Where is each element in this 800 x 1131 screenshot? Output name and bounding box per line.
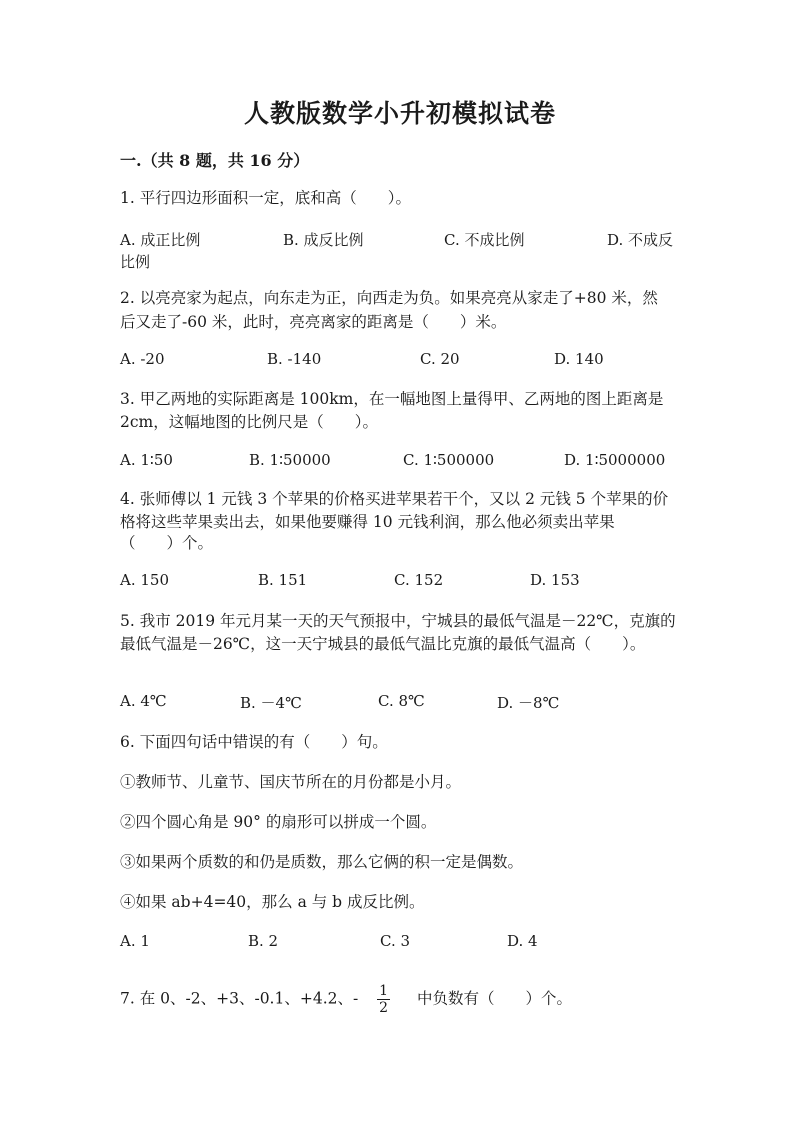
q1-option-d-wrap: 比例 bbox=[120, 253, 151, 271]
question-1-stem: 1. 平行四边形面积一定，底和高（ ）。 bbox=[120, 189, 411, 207]
q5-option-d: D. －8℃ bbox=[497, 694, 560, 712]
question-4-stem-line3: （ ）个。 bbox=[120, 534, 214, 552]
q6-option-c: C. 3 bbox=[380, 932, 411, 950]
q6-statement-2: ②四个圆心角是 90° 的扇形可以拼成一个圆。 bbox=[120, 813, 437, 831]
q7-stem-before: 7. 在 0、-2、+3、-0.1、+4.2、- bbox=[120, 989, 359, 1008]
q3-option-b: B. 1∶50000 bbox=[249, 451, 331, 469]
question-2-stem-line2: 后又走了-60 米，此时，亮亮离家的距离是（ ）米。 bbox=[120, 313, 507, 331]
question-6-stem: 6. 下面四句话中错误的有（ ）句。 bbox=[120, 733, 388, 751]
q1-option-a: A. 成正比例 bbox=[120, 231, 201, 249]
q6-statement-4: ④如果 ab+4=40，那么 a 与 b 成反比例。 bbox=[120, 893, 425, 911]
q4-option-b: B. 151 bbox=[258, 571, 308, 589]
q7-fraction-numerator: 1 bbox=[379, 983, 389, 999]
q6-option-b: B. 2 bbox=[248, 932, 279, 950]
q4-option-c: C. 152 bbox=[394, 571, 444, 589]
q6-statement-1: ①教师节、儿童节、国庆节所在的月份都是小月。 bbox=[120, 773, 462, 791]
section-heading: 一.（共 8 题，共 16 分） bbox=[120, 151, 310, 170]
q7-fraction bbox=[377, 983, 390, 1016]
question-4-stem-line1: 4. 张师傅以 1 元钱 3 个苹果的价格买进苹果若干个，又以 2 元钱 5 个苹果的价 bbox=[120, 490, 669, 508]
page-title: 人教版数学小升初模拟试卷 bbox=[243, 99, 556, 128]
q5-option-a: A. 4℃ bbox=[120, 692, 167, 710]
q2-option-a: A. -20 bbox=[120, 350, 165, 368]
q2-option-c: C. 20 bbox=[420, 350, 460, 368]
q2-option-d: D. 140 bbox=[554, 350, 604, 368]
q5-option-b: B. －4℃ bbox=[240, 694, 302, 712]
question-5-stem-line1: 5. 我市 2019 年元月某一天的天气预报中，宁城县的最低气温是－22℃，克旗的 bbox=[120, 612, 676, 630]
q7-stem-after: 中负数有（ ）个。 bbox=[417, 989, 573, 1008]
q3-option-d: D. 1∶5000000 bbox=[564, 451, 666, 469]
q2-option-b: B. -140 bbox=[267, 350, 322, 368]
q1-option-b: B. 成反比例 bbox=[283, 231, 364, 249]
q4-option-d: D. 153 bbox=[530, 571, 580, 589]
question-7-stem bbox=[120, 983, 572, 1016]
question-3-stem-line1: 3. 甲乙两地的实际距离是 100km，在一幅地图上量得甲、乙两地的图上距离是 bbox=[120, 390, 664, 408]
q3-option-a: A. 1∶50 bbox=[120, 451, 173, 469]
q6-option-d: D. 4 bbox=[507, 932, 538, 950]
q6-option-a: A. 1 bbox=[120, 932, 150, 950]
question-3-stem-line2: 2cm，这幅地图的比例尺是（ ）。 bbox=[120, 413, 378, 431]
q3-option-c: C. 1∶500000 bbox=[403, 451, 495, 469]
q5-option-c: C. 8℃ bbox=[378, 692, 425, 710]
q6-statement-3: ③如果两个质数的和仍是质数，那么它俩的积一定是偶数。 bbox=[120, 853, 524, 871]
question-2-stem-line1: 2. 以亮亮家为起点，向东走为正，向西走为负。如果亮亮从家走了+80 米，然 bbox=[120, 289, 658, 307]
question-4-stem-line2: 格将这些苹果卖出去，如果他要赚得 10 元钱利润，那么他必须卖出苹果 bbox=[120, 513, 615, 531]
q7-fraction-denominator: 2 bbox=[379, 1000, 389, 1016]
q1-option-d: D. 不成反 bbox=[607, 231, 674, 249]
question-5-stem-line2: 最低气温是－26℃，这一天宁城县的最低气温比克旗的最低气温高（ ）。 bbox=[120, 635, 646, 653]
q1-option-c: C. 不成比例 bbox=[444, 231, 525, 249]
q4-option-a: A. 150 bbox=[120, 571, 169, 589]
